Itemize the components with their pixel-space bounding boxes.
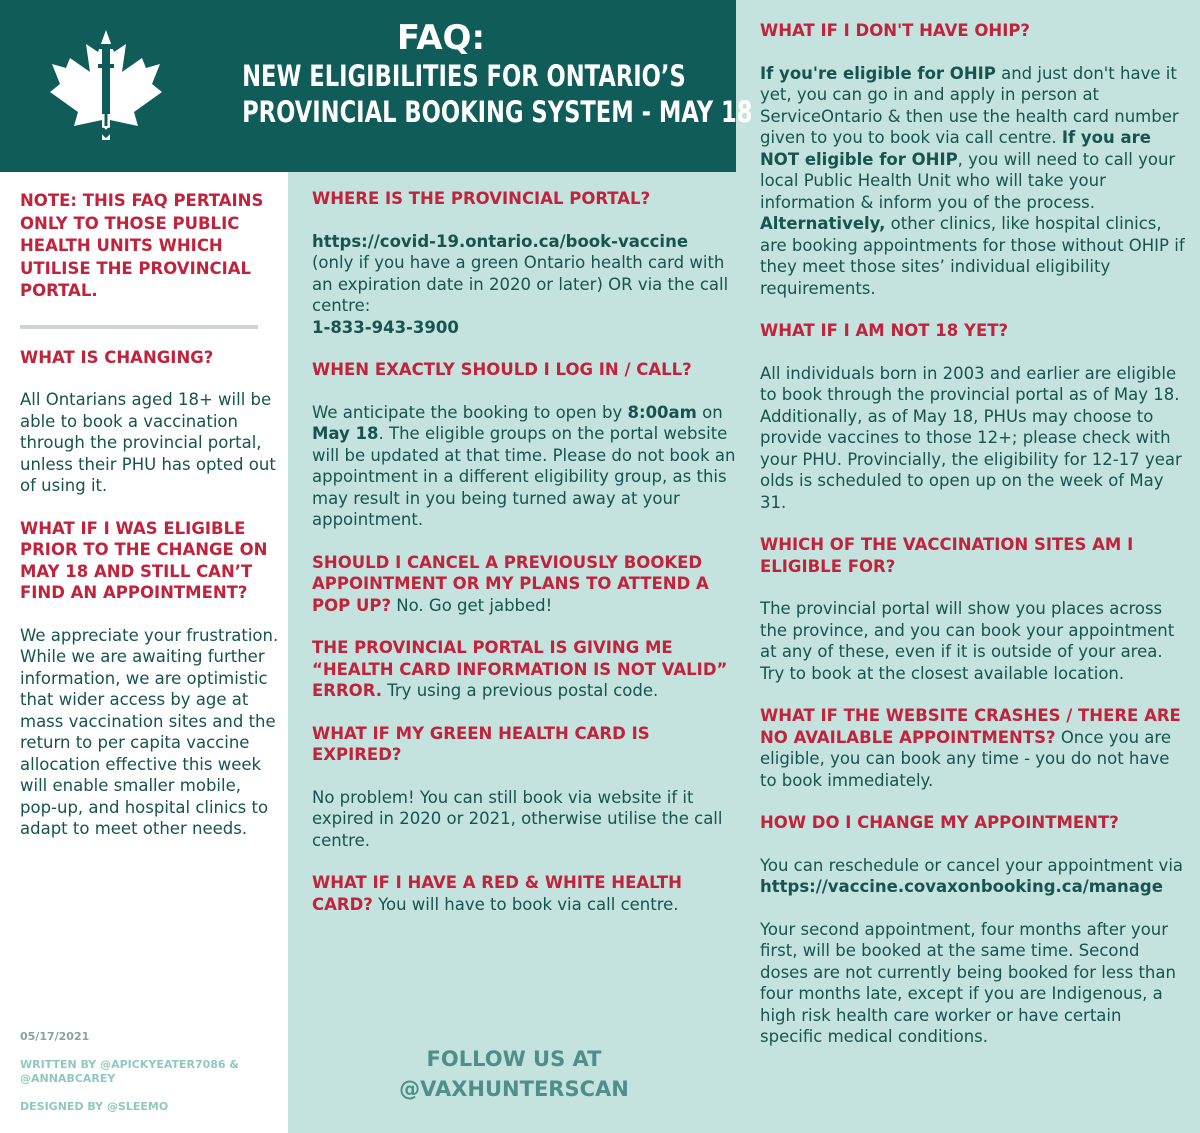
question-when-to-log-in: WHEN EXACTLY SHOULD I LOG IN / CALL? <box>312 360 692 379</box>
answer-second-appointment: Your second appointment, four months after your first, will be booked at the same time. Second doses are not currently being booked for less than four months late, except if you are Indigenous, a high risk health care worker or have certain specific medical conditions. <box>760 919 1176 1046</box>
answer-when-to-log-in: We anticipate the booking to open by 8:00am on May 18. The eligible groups on the portal website will be updated at that time. Please do not book an appointment in a different eligibility group, as this may result in you being turned away at your appointment. <box>312 402 736 529</box>
call-centre-phone[interactable]: 1-833-943-3900 <box>312 317 459 337</box>
left-column <box>20 190 280 840</box>
follow-us <box>380 1044 648 1104</box>
answer-eligible-prior: We appreciate your frustration. While we are awaiting further information, we are optimistic that wider access by age at mass vaccination sites and the return to per capita vaccine allocation effective this week will enable smaller mobile, pop-up, and hospital clinics to adapt to meet other needs. <box>20 625 279 838</box>
portal-link[interactable]: https://covid-19.ontario.ca/book-vaccine <box>312 231 689 251</box>
question-not-18: WHAT IF I AM NOT 18 YET? <box>760 321 1009 340</box>
question-which-sites: WHICH OF THE VACCINATION SITES AM I ELIGIBLE FOR? <box>760 535 1134 576</box>
answer-no-ohip: If you're eligible for OHIP and just don't have it yet, you can go in and apply in person at ServiceOntario & then use the health card number given to you to book via call centre. If you are NOT eligible for OHIP, you will need to call your local Public Health Unit who will take your information & inform you of the process. Alternatively, other clinics, like hospital clinics, are booking appointments for those without OHIP if they meet those sites’ individual eligibility requirements. <box>760 63 1185 298</box>
answer-what-is-changing: All Ontarians aged 18+ will be able to book a vaccination through the provincial portal, unless their PHU has opted out of using it. <box>20 390 276 495</box>
publish-date: 05/17/2021 <box>20 1030 90 1043</box>
answer-change-appointment: You can reschedule or cancel your appointment via https://vaccine.covaxonbooking.ca/manage <box>760 855 1184 896</box>
faq-title: FAQ: <box>396 18 486 58</box>
booking-date: May 18 <box>312 424 379 443</box>
question-portal-location: WHERE IS THE PROVINCIAL PORTAL? <box>312 189 651 208</box>
main-title-line-1: NEW ELIGIBILITIES FOR ONTARIO’S <box>242 59 686 93</box>
portal-eligibility-text: (only if you have a green Ontario health card with an expiration date in 2020 or later) OR via the call centre: <box>312 253 729 315</box>
answer-not-18: All individuals born in 2003 and earlier are eligible to book through the provincial portal as of May 18. Additionally, as of May 18, PHUs may choose to provide vaccines to those 12+; please check with your PHU. Provincially, the eligibility for 12-17 year olds is scheduled to open up on the week of May 31. <box>760 363 1182 512</box>
question-expired-card: WHAT IF MY GREEN HEALTH CARD IS EXPIRED? <box>312 723 650 764</box>
booking-time: 8:00am <box>627 402 697 422</box>
question-no-ohip: WHAT IF I DON'T HAVE OHIP? <box>760 21 1031 40</box>
header-banner <box>0 0 753 172</box>
qa-website-crashes: WHAT IF THE WEBSITE CRASHES / THERE ARE NO AVAILABLE APPOINTMENTS? Once you are eligible, you can book any time - you do not have to book immediately. <box>760 706 1181 790</box>
follow-us-line-1: FOLLOW US AT <box>426 1047 602 1071</box>
follow-us-handle[interactable]: @VAXHUNTERSCAN <box>399 1077 629 1101</box>
written-by-credit: WRITTEN BY @APICKYEATER7086 & @ANNABCAREY <box>20 1058 240 1085</box>
qa-cancel-appointment: SHOULD I CANCEL A PREVIOUSLY BOOKED APPOINTMENT OR MY PLANS TO ATTEND A POP UP? No. Go get jabbed! <box>312 552 709 615</box>
note-text: NOTE: THIS FAQ PERTAINS ONLY TO THOSE PUBLIC HEALTH UNITS WHICH UTILISE THE PROVINCIAL PORTAL. <box>20 191 264 300</box>
question-what-is-changing: WHAT IS CHANGING? <box>20 347 214 367</box>
answer-which-sites: The provincial portal will show you places across the province, and you can book your appointment at any of these, even if it is outside of your area. Try to book at the closest available location. <box>760 599 1175 683</box>
middle-column <box>312 188 737 915</box>
manage-appointment-link[interactable]: https://vaccine.covaxonbooking.ca/manage <box>760 877 1163 896</box>
qa-health-card-error: THE PROVINCIAL PORTAL IS GIVING ME “HEALTH CARD INFORMATION IS NOT VALID” ERROR. Try using a previous postal code. <box>312 638 728 700</box>
question-change-appointment: HOW DO I CHANGE MY APPOINTMENT? <box>760 813 1119 832</box>
divider <box>20 325 258 329</box>
right-column <box>760 20 1185 1048</box>
answer-expired-card: No problem! You can still book via website if it expired in 2020 or 2021, otherwise utilise the call centre. <box>312 787 723 850</box>
designed-by-credit: DESIGNED BY @SLEEMO <box>20 1100 169 1113</box>
qa-red-white-card: WHAT IF I HAVE A RED & WHITE HEALTH CARD? You will have to book via call centre. <box>312 873 682 914</box>
header-text <box>186 18 753 130</box>
main-title-line-2: PROVINCIAL BOOKING SYSTEM - MAY 18 <box>242 95 753 129</box>
question-eligible-prior: WHAT IF I WAS ELIGIBLE PRIOR TO THE CHANGE ON MAY 18 AND STILL CAN’T FIND AN APPOINTMENT? <box>20 518 268 602</box>
maple-leaf-syringe-icon <box>46 22 166 152</box>
